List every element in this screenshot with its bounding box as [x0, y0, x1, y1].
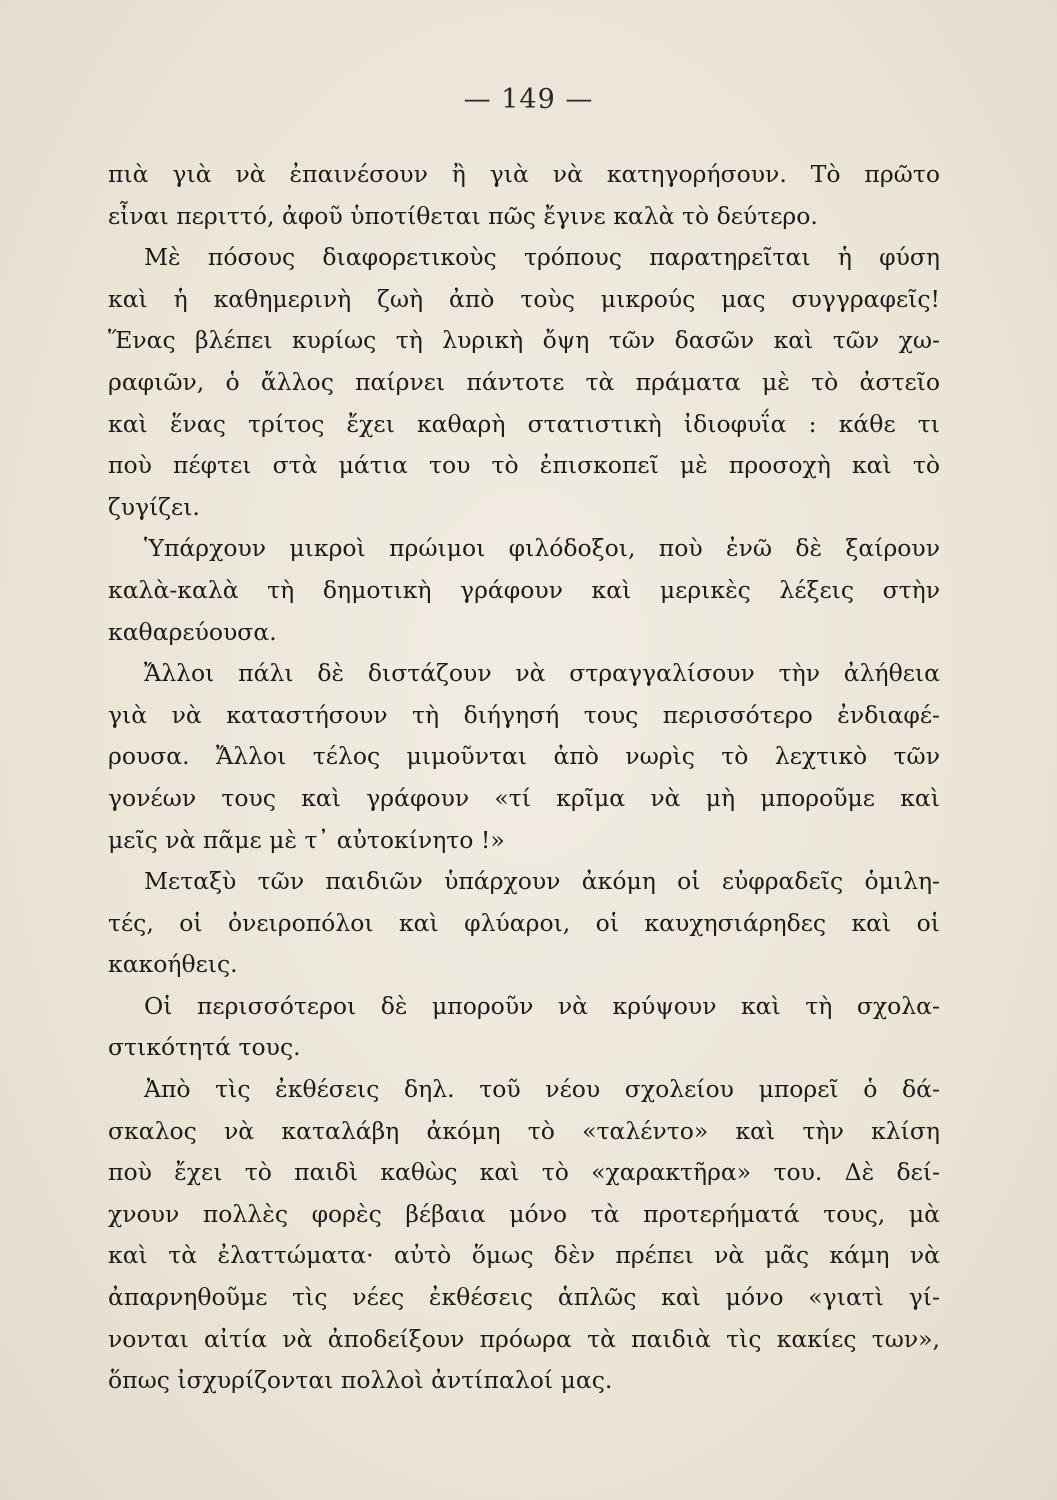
- text-line: σκαλος νὰ καταλάβη ἀκόμη τὸ «ταλέντο» καὶ τὴν κλίση: [108, 1116, 940, 1145]
- text-line: Οἱ περισσότεροι δὲ μποροῦν νὰ κρύψουν καὶ τὴ σχολα-: [144, 991, 940, 1020]
- text-line: καὶ ἕνας τρίτος ἔχει καθαρὴ στατιστικὴ ἰδιοφυΐα : κάθε τι: [108, 409, 940, 438]
- page-number: — 149 —: [463, 84, 594, 115]
- text-line: γονέων τους καὶ γράφουν «τί κρῖμα νὰ μὴ μποροῦμε καὶ: [108, 783, 940, 812]
- text-line: Ὑπάρχουν μικροὶ πρώιμοι φιλόδοξοι, ποὺ ἐνῶ δὲ ξαίρουν: [144, 534, 940, 563]
- text-line: Ἕνας βλέπει κυρίως τὴ λυρικὴ ὄψη τῶν δασῶν καὶ τῶν χω-: [108, 326, 940, 355]
- text-line: κακοήθεις.: [108, 950, 238, 979]
- text-line: ποὺ πέφτει στὰ μάτια του τὸ ἐπισκοπεῖ μὲ προσοχὴ καὶ τὸ: [108, 451, 940, 480]
- text-line: ρουσα. Ἄλλοι τέλος μιμοῦνται ἀπὸ νωρὶς τὸ λεχτικὸ τῶν: [108, 742, 940, 771]
- text-line: ραφιῶν, ὁ ἄλλος παίρνει πάντοτε τὰ πράματα μὲ τὸ ἀστεῖο: [108, 367, 940, 396]
- text-line: γιὰ νὰ καταστήσουν τὴ διήγησή τους περισσότερο ἐνδιαφέ-: [108, 700, 940, 729]
- text-line: Μεταξὺ τῶν παιδιῶν ὑπάρχουν ἀκόμη οἱ εὐφραδεῖς ὁμιλη-: [144, 867, 940, 896]
- text-line: πιὰ γιὰ νὰ ἐπαινέσουν ἢ γιὰ νὰ κατηγορήσουν. Τὸ πρῶτο: [108, 160, 940, 188]
- text-line: μεῖς νὰ πᾶμε μὲ τ᾽ αὐτοκίνητο !»: [108, 825, 505, 854]
- text-line: ἀπαρνηθοῦμε τὶς νέες ἐκθέσεις ἁπλῶς καὶ μόνο «γιατὶ γί-: [108, 1283, 940, 1312]
- text-line: καὶ ἡ καθημερινὴ ζωὴ ἀπὸ τοὺς μικρούς μας συγγραφεῖς!: [108, 284, 940, 313]
- text-line: ζυγίζει.: [108, 492, 200, 521]
- text-line: Μὲ πόσους διαφορετικοὺς τρόπους παρατηρεῖται ἡ φύση: [144, 243, 940, 272]
- text-line: Ἄλλοι πάλι δὲ διστάζουν νὰ στραγγαλίσουν τὴν ἀλήθεια: [144, 659, 940, 688]
- text-line: Ἀπὸ τὶς ἐκθέσεις δηλ. τοῦ νέου σχολείου μπορεῖ ὁ δά-: [144, 1075, 940, 1104]
- text-line: καὶ τὰ ἐλαττώματα· αὐτὸ ὅμως δὲν πρέπει νὰ μᾶς κάμη νὰ: [108, 1241, 940, 1270]
- text-line: χνουν πολλὲς φορὲς βέβαια μόνο τὰ προτερήματά τους, μὰ: [108, 1199, 940, 1228]
- text-line: εἶναι περιττό, ἀφοῦ ὑποτίθεται πῶς ἔγινε καλὰ τὸ δεύτερο.: [108, 201, 818, 230]
- text-line: ὅπως ἰσχυρίζονται πολλοὶ ἀντίπαλοί μας.: [108, 1366, 613, 1395]
- body-text: [108, 154, 940, 1402]
- text-line: καθαρεύουσα.: [108, 617, 277, 646]
- text-line: καλὰ-καλὰ τὴ δημοτικὴ γράφουν καὶ μερικὲς λέξεις στὴν: [108, 575, 940, 604]
- text-line: τές, οἱ ὀνειροπόλοι καὶ φλύαροι, οἱ καυχησιάρηδες καὶ οἱ: [108, 908, 940, 937]
- text-line: νονται αἰτία νὰ ἀποδείξουν πρόωρα τὰ παιδιὰ τὶς κακίες των»,: [108, 1324, 940, 1353]
- text-line: ποὺ ἔχει τὸ παιδὶ καθὼς καὶ τὸ «χαρακτῆρα» του. Δὲ δεί-: [108, 1158, 940, 1187]
- text-line: στικότητά τους.: [108, 1033, 301, 1062]
